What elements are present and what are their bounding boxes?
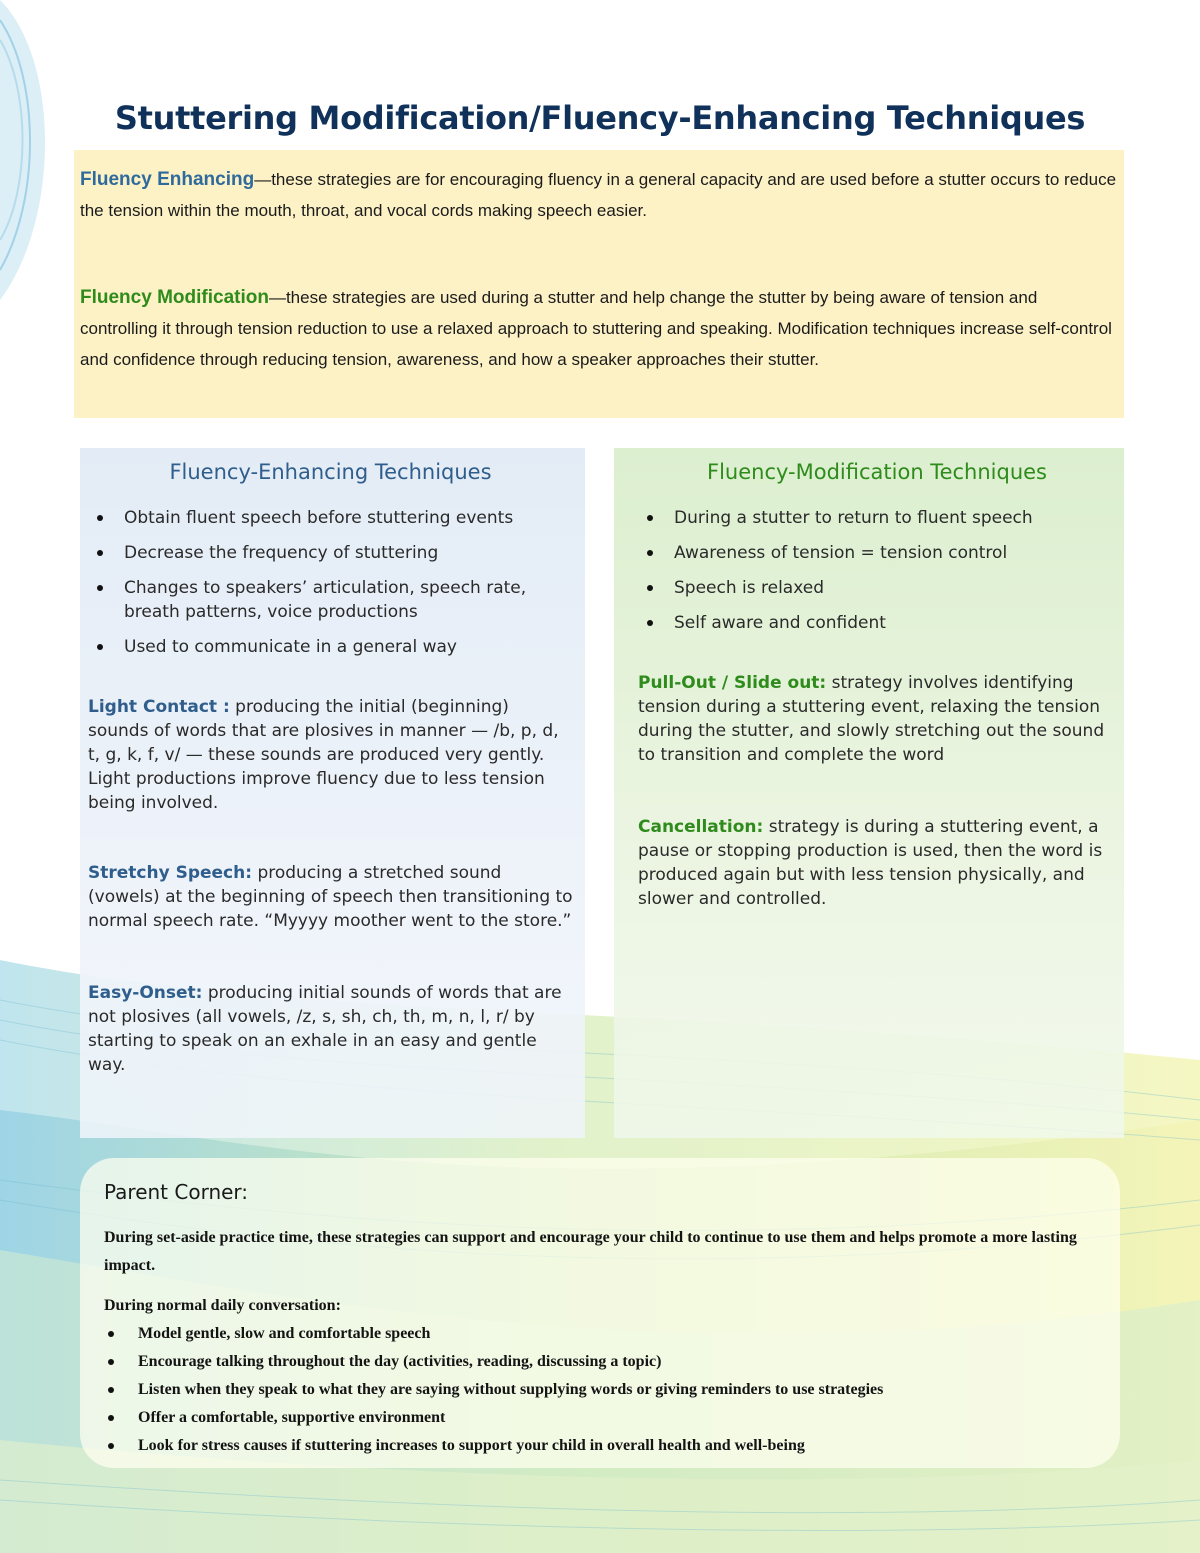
fluency-modification-heading: Fluency-Modification Techniques	[707, 460, 1047, 484]
pull-out-text: strategy involves identifying tension during a stuttering event, relaxing the tension during the stutter, and slowly stretching out the sound to transition and complete the word	[638, 673, 1105, 765]
intro-box	[74, 150, 1124, 418]
list-item: During a stutter to return to fluent speech	[638, 506, 1116, 530]
stretchy-speech-text: producing a stretched sound (vowels) at the beginning of speech then transitioning to normal speech rate. “Myyyy moother went to the store.”	[88, 863, 573, 931]
fluency-enhancing-column	[80, 448, 585, 1138]
fluency-enhancing-bullets	[88, 506, 573, 659]
parent-corner-bullets	[104, 1320, 1096, 1460]
list-item: Self aware and confident	[638, 611, 1116, 635]
fluency-enhancing-text: —these strategies are for encouraging fluency in a general capacity and are used before a stutter occurs to reduce the tension within the mouth, throat, and vocal cords making speech easier.	[80, 170, 1117, 220]
stretchy-speech-paragraph	[88, 861, 573, 933]
parent-corner-box	[80, 1158, 1120, 1468]
easy-onset-text: producing initial sounds of words that are not plosives (all vowels, /z, s, sh, ch, th, m, n, l, r/ by starting to speak on an exhale in an easy and gentle way.	[88, 983, 562, 1075]
cancellation-paragraph	[638, 815, 1116, 911]
easy-onset-label: Easy-Onset:	[88, 983, 203, 1003]
fluency-enhancing-term: Fluency Enhancing	[80, 169, 255, 190]
daily-conversation-label: During normal daily conversation:	[104, 1297, 341, 1314]
list-item: Model gentle, slow and comfortable speech	[104, 1320, 1096, 1348]
fluency-modification-column	[614, 448, 1124, 1138]
pull-out-label: Pull-Out / Slide out:	[638, 673, 827, 693]
list-item: Awareness of tension = tension control	[638, 541, 1116, 565]
list-item: Listen when they speak to what they are saying without supplying words or giving reminders to use strategies	[104, 1376, 1096, 1404]
list-item: Look for stress causes if stuttering increases to support your child in overall health and well-being	[104, 1432, 1096, 1460]
list-item: Decrease the frequency of stuttering	[88, 541, 573, 565]
cancellation-text: strategy is during a stuttering event, a pause or stopping production is used, then the word is produced again but with less tension physically, and slower and controlled.	[638, 817, 1103, 909]
fluency-modification-text: —these strategies are used during a stutter and help change the stutter by being aware of tension and controlling it through tension reduction to use a relaxed approach to stuttering and speaking. Modification techniques increase self-control and confidence through reducing tension, awareness, and how a speaker approaches their stutter.	[80, 288, 1112, 369]
easy-onset-paragraph	[88, 981, 573, 1077]
parent-corner-title: Parent Corner:	[104, 1180, 249, 1204]
fluency-modification-definition	[80, 282, 1118, 375]
list-item: Obtain fluent speech before stuttering events	[88, 506, 573, 530]
list-item: Encourage talking throughout the day (activities, reading, discussing a topic)	[104, 1348, 1096, 1376]
pull-out-paragraph	[638, 671, 1116, 767]
parent-corner-intro: During set-aside practice time, these strategies can support and encourage your child to continue to use them and helps promote a more lasting impact.	[104, 1229, 1077, 1274]
list-item: Offer a comfortable, supportive environment	[104, 1404, 1096, 1432]
list-item: Speech is relaxed	[638, 576, 1116, 600]
fluency-enhancing-heading: Fluency-Enhancing Techniques	[169, 460, 492, 484]
stretchy-speech-label: Stretchy Speech:	[88, 863, 253, 883]
light-contact-label: Light Contact :	[88, 697, 230, 717]
page-title: Stuttering Modification/Fluency-Enhancing Techniques	[114, 99, 1086, 138]
light-contact-text: producing the initial (beginning) sounds of words that are plosives in manner — /b, p, d, t, g, k, f, v/ — these sounds are produced very gently. Light productions improve fluency due to less tension being involved.	[88, 697, 559, 813]
fluency-modification-bullets	[638, 506, 1116, 635]
cancellation-label: Cancellation:	[638, 817, 764, 837]
fluency-enhancing-definition	[80, 164, 1118, 226]
list-item: Changes to speakers’ articulation, speech rate, breath patterns, voice productions	[88, 576, 573, 624]
light-contact-paragraph	[88, 695, 573, 815]
fluency-modification-term: Fluency Modification	[80, 287, 269, 308]
list-item: Used to communicate in a general way	[88, 635, 573, 659]
